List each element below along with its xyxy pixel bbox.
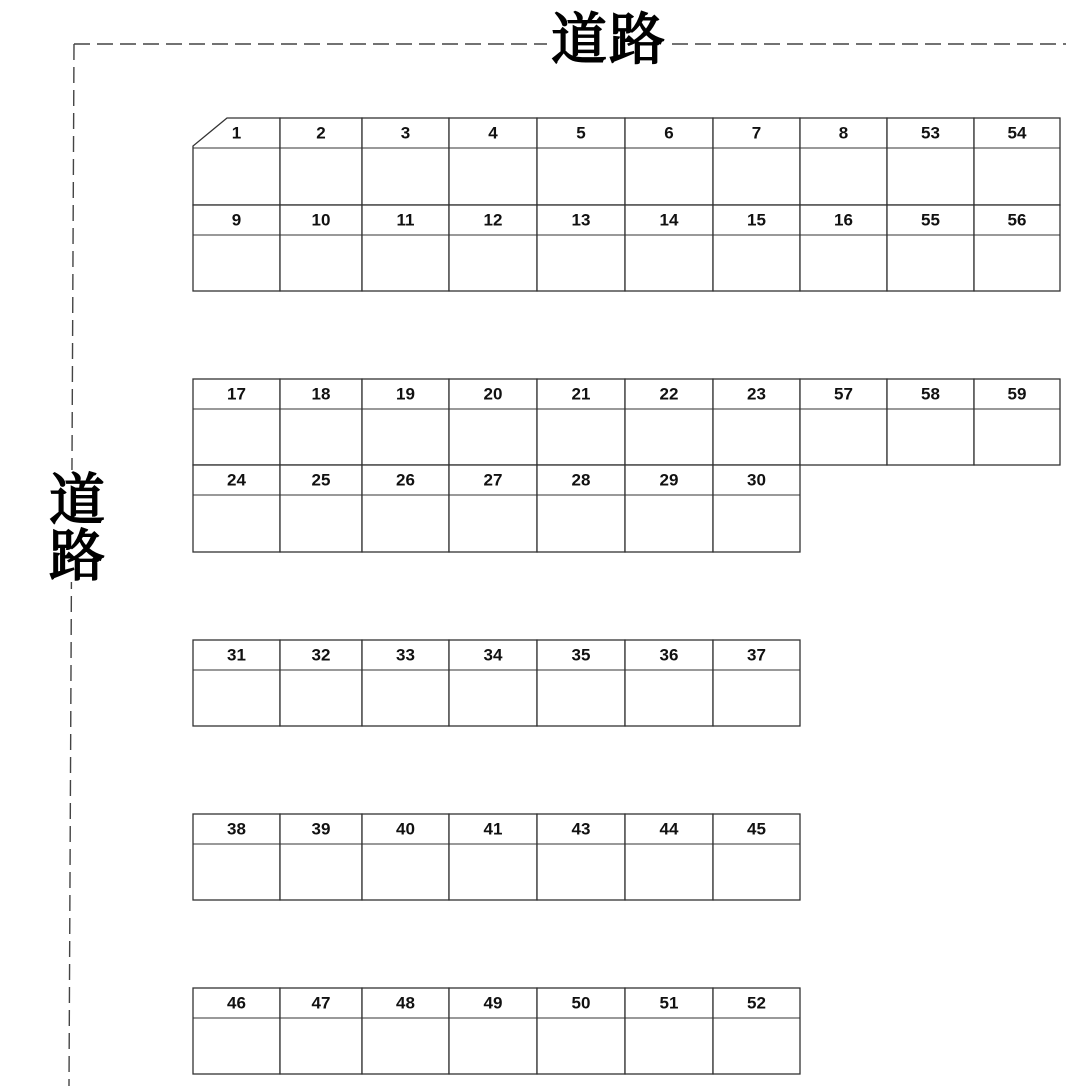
parking-space[interactable]	[625, 465, 713, 552]
parking-space[interactable]	[713, 814, 800, 900]
parking-space[interactable]	[537, 465, 625, 552]
space-number: 10	[311, 210, 331, 230]
parking-space[interactable]	[713, 640, 800, 726]
parking-space[interactable]	[713, 205, 800, 291]
parking-space[interactable]	[537, 988, 625, 1074]
parking-space[interactable]	[193, 205, 280, 291]
parking-space[interactable]	[887, 379, 974, 465]
parking-space[interactable]	[800, 118, 887, 205]
parking-space[interactable]	[537, 205, 625, 291]
space-number: 18	[311, 384, 331, 404]
parking-space[interactable]	[280, 379, 362, 465]
parking-space[interactable]	[362, 465, 449, 552]
parking-space[interactable]	[449, 640, 537, 726]
space-number: 46	[227, 993, 246, 1013]
space-number: 35	[571, 645, 591, 665]
space-number: 17	[227, 384, 246, 404]
parking-space[interactable]	[449, 379, 537, 465]
parking-space[interactable]	[362, 379, 449, 465]
space-number: 14	[659, 210, 679, 230]
parking-space[interactable]	[280, 118, 362, 205]
parking-space[interactable]	[974, 379, 1060, 465]
space-number: 36	[659, 645, 679, 665]
parking-space[interactable]	[362, 205, 449, 291]
space-number: 51	[659, 993, 679, 1013]
parking-space[interactable]	[193, 379, 280, 465]
space-number: 22	[659, 384, 679, 404]
parking-space[interactable]	[625, 814, 713, 900]
space-number: 40	[396, 819, 415, 839]
parking-space[interactable]	[713, 118, 800, 205]
space-number: 19	[396, 384, 415, 404]
space-number: 23	[747, 384, 766, 404]
parking-space[interactable]	[537, 118, 625, 205]
space-number: 3	[400, 123, 411, 143]
space-number: 1	[231, 123, 242, 143]
space-number: 31	[227, 645, 246, 665]
space-number: 26	[396, 470, 415, 490]
parking-block	[193, 640, 800, 726]
parking-space[interactable]	[974, 118, 1060, 205]
space-number: 49	[483, 993, 503, 1013]
space-number: 5	[576, 123, 586, 143]
space-number: 43	[571, 819, 591, 839]
space-number: 12	[483, 210, 503, 230]
space-number: 38	[227, 819, 246, 839]
space-number: 24	[227, 470, 246, 490]
space-number: 45	[747, 819, 766, 839]
space-number: 39	[311, 819, 331, 839]
parking-space[interactable]	[449, 465, 537, 552]
parking-space[interactable]	[449, 118, 537, 205]
space-number: 58	[921, 384, 940, 404]
parking-block	[193, 379, 1060, 552]
space-number: 32	[311, 645, 331, 665]
space-number: 11	[396, 210, 415, 230]
space-number: 7	[751, 123, 762, 143]
parking-space[interactable]	[625, 379, 713, 465]
parking-space[interactable]	[193, 988, 280, 1074]
parking-space[interactable]	[537, 814, 625, 900]
parking-space[interactable]	[625, 118, 713, 205]
parking-space[interactable]	[713, 379, 800, 465]
parking-space[interactable]	[449, 988, 537, 1074]
parking-space[interactable]	[537, 640, 625, 726]
parking-block	[193, 988, 800, 1074]
road-label-top: 道路	[547, 6, 671, 76]
space-number: 13	[571, 210, 591, 230]
parking-space[interactable]	[362, 988, 449, 1074]
space-number: 52	[747, 993, 766, 1013]
parking-space[interactable]	[713, 988, 800, 1074]
parking-space[interactable]	[280, 205, 362, 291]
space-number: 59	[1007, 384, 1027, 404]
parking-space[interactable]	[713, 465, 800, 552]
space-number: 9	[231, 210, 242, 230]
parking-space[interactable]	[887, 118, 974, 205]
parking-space[interactable]	[625, 205, 713, 291]
space-number: 44	[659, 819, 679, 839]
space-number: 27	[483, 470, 503, 490]
parking-space[interactable]	[193, 640, 280, 726]
parking-blocks	[193, 118, 1060, 1074]
road-label-left: 道路	[40, 470, 105, 582]
parking-space[interactable]	[449, 814, 537, 900]
space-number: 34	[483, 645, 503, 665]
space-number: 54	[1007, 123, 1027, 143]
space-number: 25	[311, 470, 331, 490]
space-number: 48	[396, 993, 415, 1013]
parking-space[interactable]	[280, 465, 362, 552]
space-number: 47	[311, 993, 331, 1013]
space-number: 50	[571, 993, 591, 1013]
parking-space[interactable]	[280, 988, 362, 1074]
space-number: 33	[396, 645, 415, 665]
parking-space[interactable]	[280, 640, 362, 726]
parking-space[interactable]	[193, 118, 280, 205]
space-number: 15	[747, 210, 766, 230]
parking-space[interactable]	[625, 640, 713, 726]
parking-block	[193, 814, 800, 900]
space-number: 20	[483, 384, 503, 404]
space-number: 4	[488, 123, 498, 143]
parking-space[interactable]	[193, 465, 280, 552]
parking-space[interactable]	[537, 379, 625, 465]
space-number: 21	[571, 384, 591, 404]
parking-space[interactable]	[280, 814, 362, 900]
space-number: 55	[921, 210, 940, 230]
space-number: 56	[1007, 210, 1027, 230]
space-number: 41	[483, 819, 503, 839]
parking-space[interactable]	[362, 118, 449, 205]
parking-space[interactable]	[362, 814, 449, 900]
space-number: 57	[834, 384, 853, 404]
parking-space[interactable]	[887, 205, 974, 291]
space-number: 16	[834, 210, 853, 230]
parking-space[interactable]	[974, 205, 1060, 291]
space-number: 6	[664, 123, 674, 143]
parking-space[interactable]	[625, 988, 713, 1074]
space-number: 8	[838, 123, 849, 143]
space-number: 30	[747, 470, 766, 490]
parking-space[interactable]	[193, 814, 280, 900]
space-number: 29	[659, 470, 679, 490]
parking-space[interactable]	[449, 205, 537, 291]
space-number: 28	[571, 470, 591, 490]
parking-space[interactable]	[800, 205, 887, 291]
space-number: 2	[316, 123, 326, 143]
parking-block	[193, 118, 1060, 291]
parking-space[interactable]	[800, 379, 887, 465]
parking-space[interactable]	[362, 640, 449, 726]
space-number: 37	[747, 645, 766, 665]
space-number: 53	[921, 123, 940, 143]
